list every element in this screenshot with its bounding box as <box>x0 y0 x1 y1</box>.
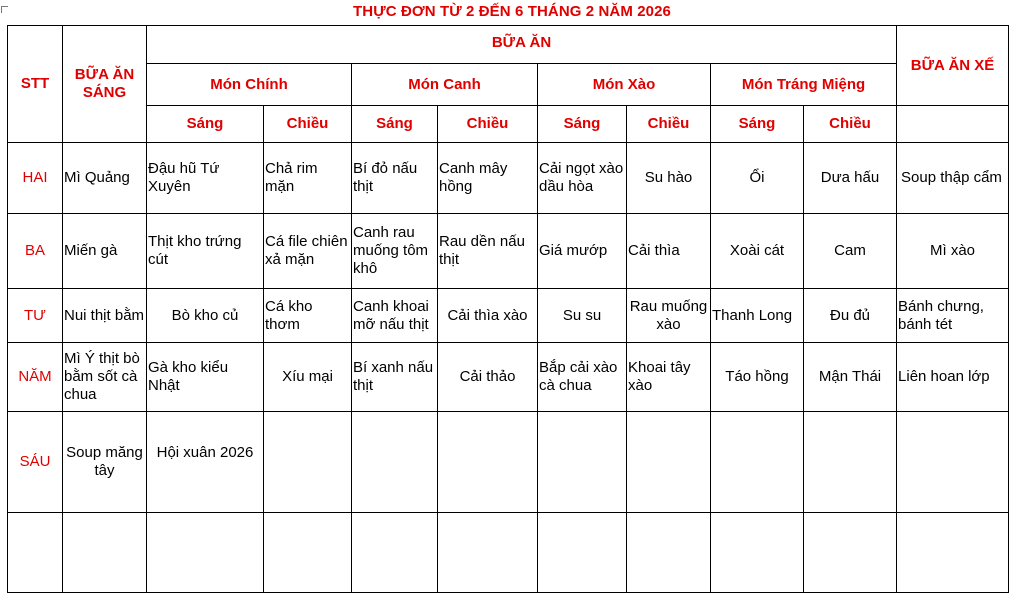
dessert-afternoon-cell: Dưa hấu <box>804 143 897 214</box>
stirfry-afternoon-cell: Khoai tây xào <box>627 343 711 412</box>
breakfast-cell: Miến gà <box>63 214 147 289</box>
stirfry-morning-cell: Giá mướp <box>538 214 627 289</box>
breakfast-cell: Soup măng tây <box>63 412 147 513</box>
header-morning: Sáng <box>538 106 627 143</box>
header-morning: Sáng <box>352 106 438 143</box>
header-main-dish: Món Chính <box>147 64 352 106</box>
header-soup: Món Canh <box>352 64 538 106</box>
header-afternoon: Chiều <box>627 106 711 143</box>
table-row <box>8 343 1009 412</box>
soup-morning-cell <box>352 412 438 513</box>
main-afternoon-cell: Chả rim mặn <box>264 143 352 214</box>
breakfast-cell: Mì Quảng <box>63 143 147 214</box>
main-afternoon-cell: Xíu mại <box>264 343 352 412</box>
header-afternoon: Chiều <box>438 106 538 143</box>
stirfry-afternoon-cell: Cải thìa <box>627 214 711 289</box>
soup-afternoon-cell: Canh mây hồng <box>438 143 538 214</box>
main-afternoon-cell <box>264 412 352 513</box>
soup-afternoon-cell <box>438 513 538 593</box>
stirfry-morning-cell: Su su <box>538 289 627 343</box>
day-label: TƯ <box>8 289 63 343</box>
header-morning: Sáng <box>711 106 804 143</box>
stirfry-afternoon-cell <box>627 412 711 513</box>
header-snack: BỮA ĂN XẾ <box>897 26 1009 106</box>
breakfast-cell: Mì Ý thịt bò bằm sốt cà chua <box>63 343 147 412</box>
header-stt: STT <box>8 26 63 143</box>
dessert-morning-cell: Ổi <box>711 143 804 214</box>
stirfry-morning-cell: Cải ngọt xào dầu hòa <box>538 143 627 214</box>
day-label <box>8 513 63 593</box>
snack-cell: Soup thập cẩm <box>897 143 1009 214</box>
header-dessert: Món Tráng Miệng <box>711 64 897 106</box>
soup-afternoon-cell: Cải thìa xào <box>438 289 538 343</box>
header-row-1 <box>8 26 1009 64</box>
breakfast-cell <box>63 513 147 593</box>
dessert-morning-cell <box>711 412 804 513</box>
main-morning-cell <box>147 513 264 593</box>
soup-afternoon-cell: Cải thảo <box>438 343 538 412</box>
table-row <box>8 214 1009 289</box>
header-breakfast: BỮA ĂN SÁNG <box>63 26 147 143</box>
day-label: SÁU <box>8 412 63 513</box>
dessert-morning-cell: Xoài cát <box>711 214 804 289</box>
stirfry-morning-cell <box>538 513 627 593</box>
snack-cell: Mì xào <box>897 214 1009 289</box>
main-morning-cell: Đậu hũ Tứ Xuyên <box>147 143 264 214</box>
header-snack-blank <box>897 106 1009 143</box>
dessert-afternoon-cell: Đu đủ <box>804 289 897 343</box>
menu-title: THỰC ĐƠN TỪ 2 ĐẾN 6 THÁNG 2 NĂM 2026 <box>353 3 671 20</box>
header-row-3 <box>8 106 1009 143</box>
snack-cell: Liên hoan lớp <box>897 343 1009 412</box>
table-row <box>8 412 1009 513</box>
main-morning-cell: Thịt kho trứng cút <box>147 214 264 289</box>
header-afternoon: Chiều <box>804 106 897 143</box>
dessert-afternoon-cell <box>804 513 897 593</box>
header-meals: BỮA ĂN <box>147 26 897 64</box>
header-afternoon: Chiều <box>264 106 352 143</box>
main-morning-cell: Hội xuân 2026 <box>147 412 264 513</box>
soup-morning-cell: Bí đỏ nấu thịt <box>352 143 438 214</box>
stirfry-morning-cell <box>538 412 627 513</box>
dessert-afternoon-cell: Mận Thái <box>804 343 897 412</box>
main-morning-cell: Gà kho kiểu Nhật <box>147 343 264 412</box>
snack-cell <box>897 412 1009 513</box>
header-stir-fry: Món Xào <box>538 64 711 106</box>
main-afternoon-cell <box>264 513 352 593</box>
day-label: NĂM <box>8 343 63 412</box>
stirfry-afternoon-cell: Su hào <box>627 143 711 214</box>
soup-morning-cell: Canh khoai mỡ nấu thịt <box>352 289 438 343</box>
main-afternoon-cell: Cá file chiên xả mặn <box>264 214 352 289</box>
soup-afternoon-cell: Rau dền nấu thịt <box>438 214 538 289</box>
header-row-2 <box>8 64 1009 106</box>
stirfry-morning-cell: Bắp cải xào cà chua <box>538 343 627 412</box>
day-label: HAI <box>8 143 63 214</box>
snack-cell: Bánh chưng, bánh tét <box>897 289 1009 343</box>
dessert-morning-cell: Táo hồng <box>711 343 804 412</box>
menu-table <box>7 25 1009 593</box>
day-label: BA <box>8 214 63 289</box>
dessert-afternoon-cell: Cam <box>804 214 897 289</box>
stirfry-afternoon-cell <box>627 513 711 593</box>
soup-morning-cell <box>352 513 438 593</box>
soup-morning-cell: Bí xanh nấu thịt <box>352 343 438 412</box>
table-row <box>8 143 1009 214</box>
dessert-morning-cell <box>711 513 804 593</box>
dessert-morning-cell: Thanh Long <box>711 289 804 343</box>
header-morning: Sáng <box>147 106 264 143</box>
main-morning-cell: Bò kho củ <box>147 289 264 343</box>
breakfast-cell: Nui thịt bằm <box>63 289 147 343</box>
main-afternoon-cell: Cá kho thơm <box>264 289 352 343</box>
stirfry-afternoon-cell: Rau muống xào <box>627 289 711 343</box>
snack-cell <box>897 513 1009 593</box>
table-row <box>8 513 1009 593</box>
dessert-afternoon-cell <box>804 412 897 513</box>
table-row <box>8 289 1009 343</box>
soup-afternoon-cell <box>438 412 538 513</box>
soup-morning-cell: Canh rau muống tôm khô <box>352 214 438 289</box>
